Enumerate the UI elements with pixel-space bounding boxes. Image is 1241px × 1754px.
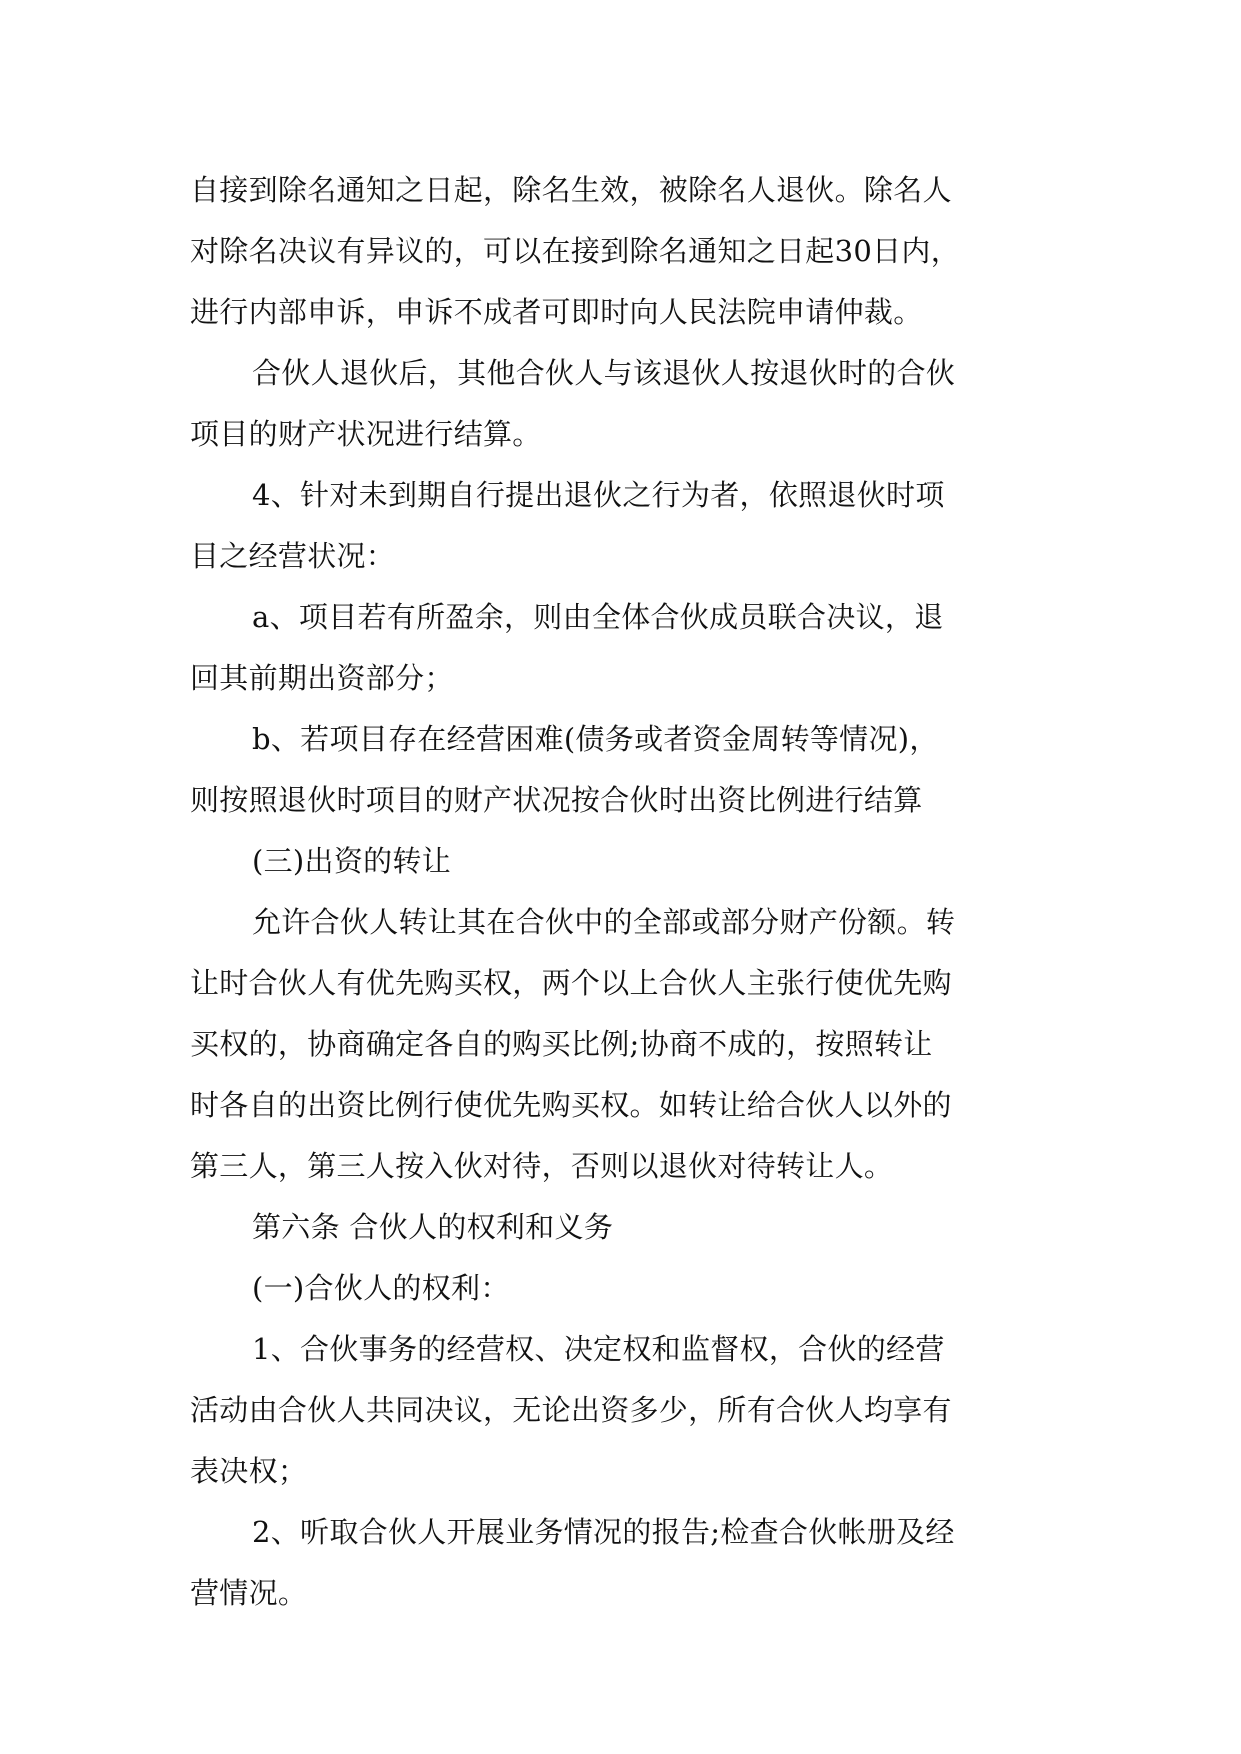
- text-line: 表决权；: [190, 1454, 308, 1488]
- text-line: 目之经营状况：: [190, 539, 396, 573]
- text-line: 进行内部申诉，申诉不成者可即时向人民法院申请仲裁。: [190, 295, 923, 329]
- text-line: 时各自的出资比例行使优先购买权。如转让给合伙人以外的: [190, 1088, 952, 1122]
- text-line: b、若项目存在经营困难(债务或者资金周转等情况)，: [252, 722, 939, 756]
- text-line: 自接到除名通知之日起，除名生效，被除名人退伙。除名人: [190, 173, 952, 207]
- text-line: 4、针对未到期自行提出退伙之行为者，依照退伙时项: [252, 478, 945, 512]
- text-line: 对除名决议有异议的，可以在接到除名通知之日起30日内，: [190, 234, 961, 268]
- text-line: 2、听取合伙人开展业务情况的报告;检查合伙帐册及经: [252, 1515, 955, 1549]
- text-line: 买权的，协商确定各自的购买比例;协商不成的，按照转让: [190, 1027, 933, 1061]
- text-line: 1、合伙事务的经营权、决定权和监督权，合伙的经营: [252, 1332, 945, 1366]
- text-line: 活动由合伙人共同决议，无论出资多少，所有合伙人均享有: [190, 1393, 952, 1427]
- text-line: (三)出资的转让: [252, 844, 452, 878]
- text-line: 第三人，第三人按入伙对待，否则以退伙对待转让人。: [190, 1149, 894, 1183]
- text-line: 合伙人退伙后，其他合伙人与该退伙人按退伙时的合伙: [252, 356, 956, 390]
- text-line: 第六条 合伙人的权利和义务: [252, 1210, 614, 1244]
- text-line: 项目的财产状况进行结算。: [190, 417, 542, 451]
- text-line: 回其前期出资部分；: [190, 661, 454, 695]
- text-line: 营情况。: [190, 1576, 308, 1610]
- document-body: [190, 160, 1060, 1624]
- text-line: 让时合伙人有优先购买权，两个以上合伙人主张行使优先购: [190, 966, 952, 1000]
- text-line: 则按照退伙时项目的财产状况按合伙时出资比例进行结算: [190, 783, 923, 817]
- text-line: 允许合伙人转让其在合伙中的全部或部分财产份额。转: [252, 905, 956, 939]
- text-line: a、项目若有所盈余，则由全体合伙成员联合决议，退: [252, 600, 944, 634]
- text-line: (一)合伙人的权利：: [252, 1271, 510, 1305]
